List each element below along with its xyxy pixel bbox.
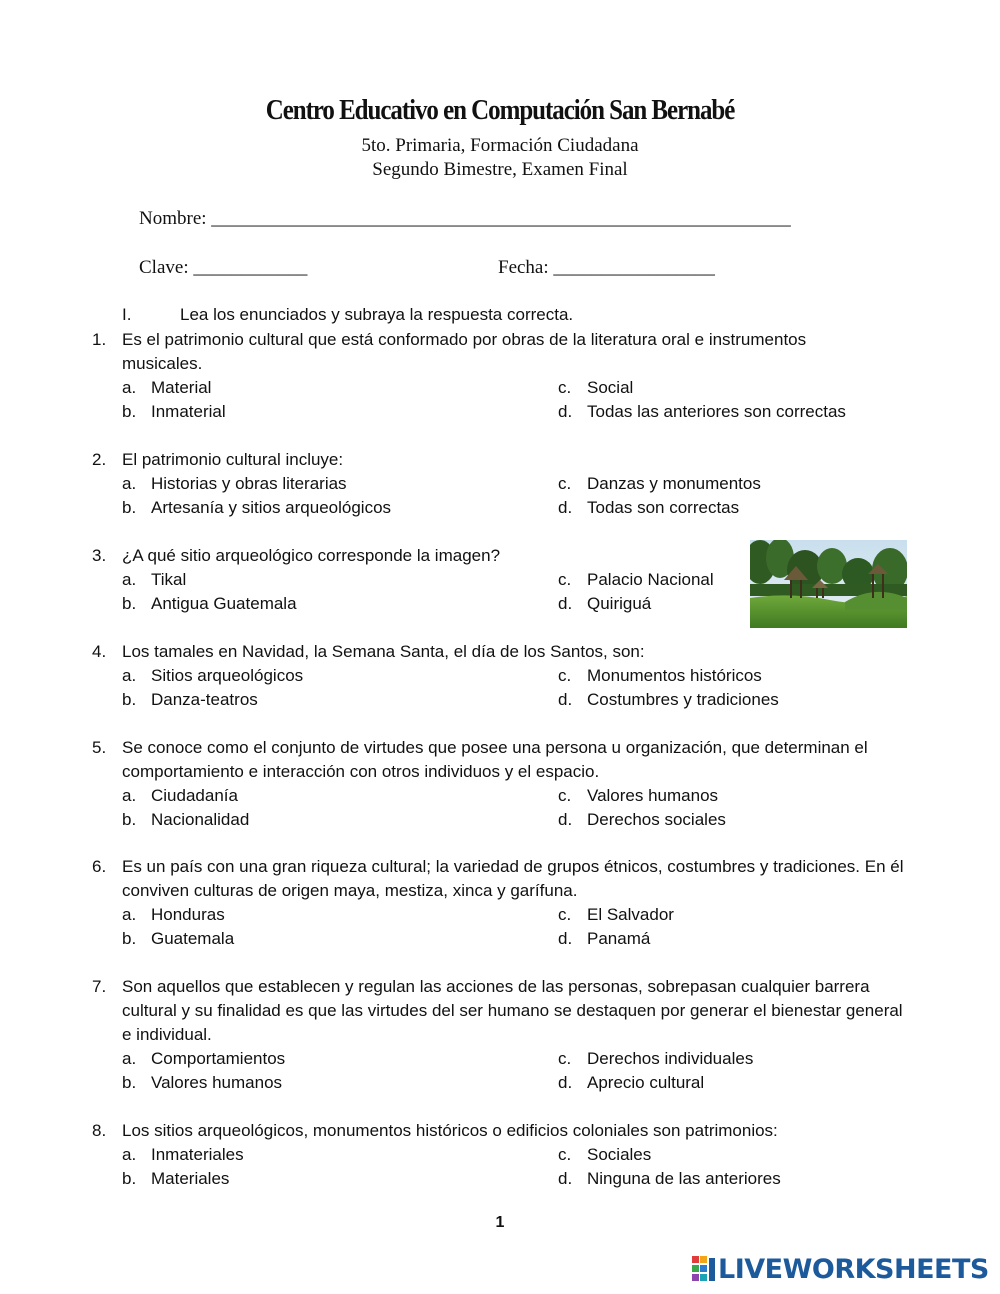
question-number: 8.	[92, 1121, 107, 1140]
question-text: Los tamales en Navidad, la Semana Santa, el día de los Santos, son:	[122, 642, 645, 661]
option-b[interactable]: b. Guatemala	[122, 929, 235, 948]
question-options	[122, 784, 922, 832]
option-d[interactable]: d. Aprecio cultural	[558, 1073, 705, 1092]
option-a[interactable]: a. Comportamientos	[122, 1049, 286, 1068]
section-number: I.	[122, 305, 132, 324]
liveworksheets-logo[interactable]	[692, 1254, 989, 1284]
question-1	[92, 328, 922, 424]
option-b[interactable]: b. Materiales	[122, 1169, 230, 1188]
option-a[interactable]: a. Material	[122, 378, 212, 397]
option-a[interactable]: a. Honduras	[122, 905, 225, 924]
option-c[interactable]: c. Palacio Nacional	[558, 570, 714, 589]
question-8	[92, 1119, 922, 1191]
question-number: 3.	[92, 546, 107, 565]
question-number: 4.	[92, 642, 107, 661]
option-b[interactable]: b. Inmaterial	[122, 402, 226, 421]
date-field[interactable]: Fecha: _________________	[498, 257, 715, 278]
question-options	[122, 376, 922, 424]
option-c[interactable]: c. Danzas y monumentos	[558, 474, 761, 493]
question-text: Son aquellos que establecen y regulan las acciones de las personas, sobrepasan cualquier barrera cultural y su finalidad es que las virtudes del ser humano se destaquen por generar el bienestar general e individual.	[122, 977, 903, 1044]
question-text: Es el patrimonio cultural que está conformado por obras de la literatura oral e instrumentos musicales.	[122, 330, 807, 373]
page-number: 1	[495, 1214, 505, 1231]
option-c[interactable]: c. El Salvador	[558, 905, 674, 924]
option-b[interactable]: b. Valores humanos	[122, 1073, 283, 1092]
option-c[interactable]: c. Monumentos históricos	[558, 666, 762, 685]
code-field[interactable]: Clave: ____________	[139, 257, 308, 278]
option-d[interactable]: d. Ninguna de las anteriores	[558, 1169, 781, 1188]
question-options	[122, 903, 922, 951]
option-d[interactable]: d. Costumbres y tradiciones	[558, 690, 779, 709]
question-4	[92, 640, 922, 712]
option-c[interactable]: c. Derechos individuales	[558, 1049, 754, 1068]
question-text: El patrimonio cultural incluye:	[122, 450, 344, 469]
question-options	[122, 1143, 922, 1191]
option-b[interactable]: b. Nacionalidad	[122, 810, 250, 829]
option-d[interactable]: d. Quiriguá	[558, 594, 652, 613]
option-a[interactable]: a. Sitios arqueológicos	[122, 666, 304, 685]
liveworksheets-logo-icon	[692, 1256, 716, 1282]
option-c[interactable]: c. Social	[558, 378, 634, 397]
option-d[interactable]: d. Panamá	[558, 929, 651, 948]
question-6	[92, 855, 922, 951]
liveworksheets-brand: LIVEWORKSHEETS	[718, 1253, 989, 1285]
option-a[interactable]: a. Ciudadanía	[122, 786, 238, 805]
option-b[interactable]: b. Artesanía y sitios arqueológicos	[122, 498, 392, 517]
question-text: ¿A qué sitio arqueológico corresponde la imagen?	[122, 546, 501, 565]
option-d[interactable]: d. Todas las anteriores son correctas	[558, 402, 846, 421]
option-a[interactable]: a. Historias y obras literarias	[122, 474, 347, 493]
archaeological-site-photo	[750, 540, 907, 628]
option-a[interactable]: a. Inmateriales	[122, 1145, 244, 1164]
question-7	[92, 975, 922, 1095]
option-c[interactable]: c. Valores humanos	[558, 786, 719, 805]
option-a[interactable]: a. Tikal	[122, 570, 187, 589]
question-5	[92, 736, 922, 832]
option-d[interactable]: d. Derechos sociales	[558, 810, 726, 829]
question-options	[122, 1047, 922, 1095]
option-d[interactable]: d. Todas son correctas	[558, 498, 740, 517]
question-2	[92, 448, 922, 520]
option-b[interactable]: b. Antigua Guatemala	[122, 594, 297, 613]
option-c[interactable]: c. Sociales	[558, 1145, 652, 1164]
question-number: 6.	[92, 857, 107, 876]
name-field[interactable]: Nombre: _____________________________________________________________	[139, 208, 791, 229]
question-text: Se conoce como el conjunto de virtudes que posee una persona u organización, que determinan el comportamiento e interacción con otros individuos y el espacio.	[122, 738, 868, 781]
question-number: 7.	[92, 977, 107, 996]
course-subtitle: 5to. Primaria, Formación Ciudadana	[361, 135, 639, 156]
question-options	[122, 664, 922, 712]
page-title: Centro Educativo en Computación San Bernabé	[265, 94, 735, 126]
section-instruction: Lea los enunciados y subraya la respuesta correcta.	[180, 305, 574, 324]
question-number: 1.	[92, 330, 107, 349]
question-options	[122, 472, 922, 520]
exam-subtitle: Segundo Bimestre, Examen Final	[372, 159, 628, 180]
question-text: Los sitios arqueológicos, monumentos históricos o edificios coloniales son patrimonios:	[122, 1121, 778, 1140]
question-number: 2.	[92, 450, 107, 469]
section-heading	[122, 305, 573, 325]
option-b[interactable]: b. Danza-teatros	[122, 690, 258, 709]
question-number: 5.	[92, 738, 107, 757]
question-text: Es un país con una gran riqueza cultural; la variedad de grupos étnicos, costumbres y tradiciones. En él conviven culturas de origen maya, mestiza, xinca y garífuna.	[122, 857, 904, 900]
